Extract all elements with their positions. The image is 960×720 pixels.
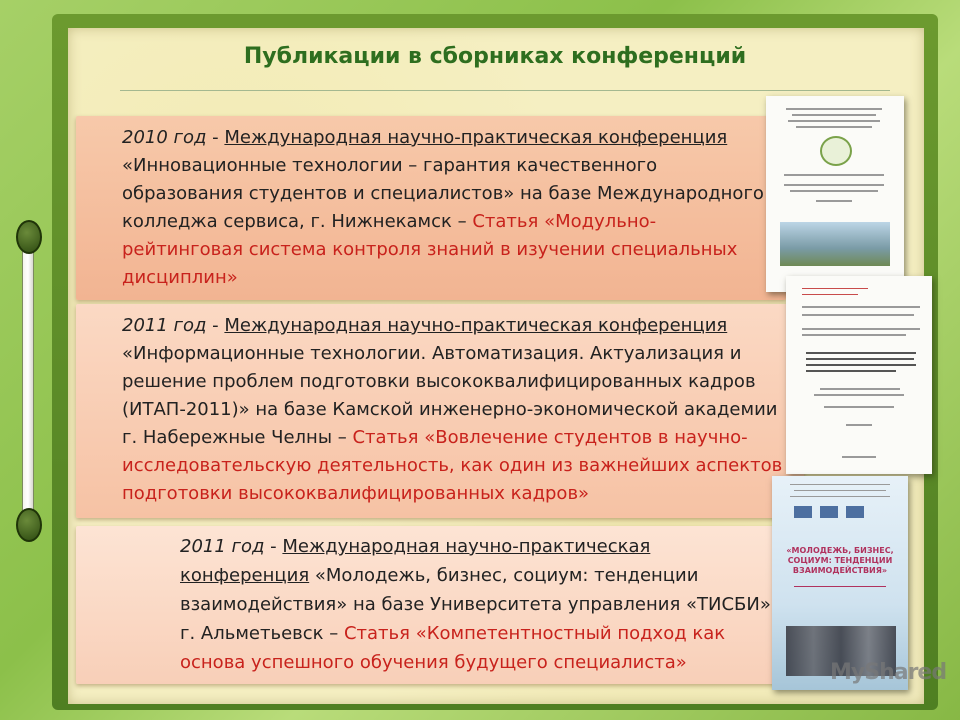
publication-text xyxy=(88,532,776,677)
conference-details: «Информационные технологии. Автоматизация. Актуализация и решение проблем подготовки высококвалифицированных кадров (ИТАП-2011)» на базе Камской инженерно-экономической академии г. Набережные Челны – xyxy=(122,343,778,448)
college-logo-icon xyxy=(820,136,852,166)
publication-year: 2011 год xyxy=(122,315,207,336)
publication-text xyxy=(88,124,776,292)
watermark-logo: MyShared xyxy=(830,660,947,685)
cover-banner: «МОЛОДЕЖЬ, БИЗНЕС, СОЦИУМ: ТЕНДЕНЦИИ ВЗАИМОДЕЙСТВИЯ» xyxy=(786,546,894,575)
publication-card-2011-tisbi xyxy=(76,526,786,684)
partner-logos xyxy=(794,506,886,518)
article-title: «Модульно-рейтинговая система контроля знаний в изучении специальных дисциплин» xyxy=(122,211,738,288)
binder-ring-top xyxy=(16,220,42,254)
publication-card-2010 xyxy=(76,116,786,300)
proceedings-cover-itap-2011 xyxy=(786,276,932,474)
publication-year: 2011 год xyxy=(180,536,265,557)
conference-type: Международная научно-практическая конференция xyxy=(224,127,728,148)
article-label: Статья xyxy=(343,623,410,644)
binder-rings xyxy=(16,220,38,538)
publication-year: 2010 год xyxy=(122,127,207,148)
publication-card-2011-itap xyxy=(76,304,804,518)
article-title: «Вовлечение студентов в научно-исследовательскую деятельность, как один из важнейших аспектов подготовки высококвалифицированных кадров» xyxy=(122,427,783,504)
conference-details: «Инновационные технологии – гарантия качественного образования студентов и специалистов» на базе Международного колледжа сервиса, г. Нижнекамск – xyxy=(122,155,764,232)
binder-rod xyxy=(22,238,34,526)
article-label: Статья xyxy=(472,211,539,232)
proceedings-cover-2010 xyxy=(766,96,904,292)
article-title: «Компетентностный подход как основа успешного обучения будущего специалиста» xyxy=(180,623,726,673)
conference-details: «Молодежь, бизнес, социум: тенденции взаимодействия» на базе Университета управления «ТИСБИ» г. Альметьевск – xyxy=(180,565,771,644)
separator: - xyxy=(206,315,225,336)
proceedings-cover-tisbi-2011 xyxy=(772,476,908,690)
title-divider xyxy=(120,90,890,91)
building-photo xyxy=(780,222,890,266)
publication-text xyxy=(88,312,794,508)
article-label: Статья xyxy=(352,427,419,448)
slide-title: Публикации в сборниках конференций xyxy=(243,44,747,69)
separator: - xyxy=(206,127,225,148)
separator: - xyxy=(264,536,283,557)
conference-type: Международная научно-практическая конференция xyxy=(224,315,728,336)
binder-ring-bottom xyxy=(16,508,42,542)
conference-type: Международная научно-практическая конференция xyxy=(180,536,651,586)
